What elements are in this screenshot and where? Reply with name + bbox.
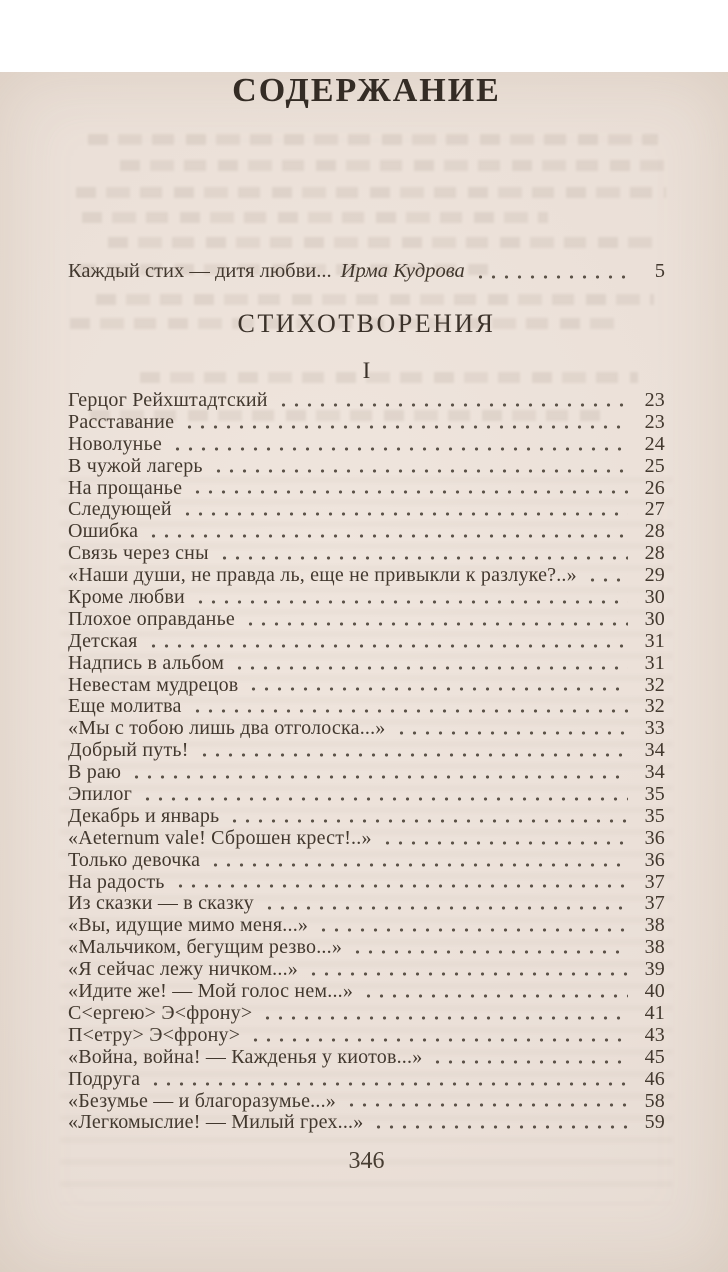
front-matter-author: Ирма Кудрова xyxy=(340,260,465,282)
toc-entry-page-number: 32 xyxy=(644,673,665,696)
dot-leader xyxy=(317,919,628,933)
toc-entry xyxy=(68,849,665,871)
toc-entry-page-number: 32 xyxy=(644,695,665,718)
toc-entry-title: Расставание xyxy=(68,410,175,433)
toc-list xyxy=(68,389,665,1133)
toc-entry-page-number: 36 xyxy=(644,848,665,871)
toc-entry-title: Ошибка xyxy=(68,520,139,543)
dot-leader xyxy=(147,525,628,539)
toc-entry-page-number: 28 xyxy=(644,520,665,543)
toc-entry-page-number: 38 xyxy=(644,936,665,959)
dot-leader xyxy=(191,481,628,495)
toc-entry-page-number: 34 xyxy=(644,761,665,784)
dot-leader xyxy=(198,744,628,758)
toc-entry-title: Новолунье xyxy=(68,432,162,455)
dot-leader xyxy=(212,460,628,474)
toc-entry xyxy=(68,761,665,783)
toc-entry-page-number: 58 xyxy=(644,1089,665,1112)
toc-entry xyxy=(68,477,665,499)
toc-entry-title: Подруга xyxy=(68,1067,141,1090)
toc-entry xyxy=(68,805,665,827)
toc-entry xyxy=(68,1090,665,1112)
toc-entry xyxy=(68,695,665,717)
dot-leader xyxy=(174,875,628,889)
toc-entry-page-number: 37 xyxy=(644,892,665,915)
dot-leader xyxy=(233,657,628,671)
toc-entry-page-number: 35 xyxy=(644,804,665,827)
dot-leader xyxy=(147,635,628,649)
toc-entry-title: Только девочка xyxy=(68,848,201,871)
dot-leader xyxy=(209,854,628,868)
dot-leader xyxy=(244,613,628,627)
dot-leader xyxy=(191,700,628,714)
toc-entry-page-number: 31 xyxy=(644,629,665,652)
toc-entry-title: Эпилог xyxy=(68,783,132,806)
front-matter-entry xyxy=(68,260,665,283)
toc-entry-title: «Мы с тобою лишь два отголоска...» xyxy=(68,717,386,740)
toc-entry-title: Невестам мудрецов xyxy=(68,673,239,696)
book-page xyxy=(0,72,728,1272)
dot-leader xyxy=(586,569,628,583)
toc-entry xyxy=(68,1024,665,1046)
toc-entry-title: П<етру> Э<фрону> xyxy=(68,1023,241,1046)
toc-entry xyxy=(68,652,665,674)
dot-leader xyxy=(181,503,628,517)
toc-entry-title: Добрый путь! xyxy=(68,739,189,762)
dot-leader xyxy=(171,438,628,452)
toc-entry xyxy=(68,411,665,433)
toc-entry xyxy=(68,1002,665,1024)
dot-leader xyxy=(247,678,628,692)
dot-leader xyxy=(218,547,628,561)
toc-entry-title: «Легкомыслие! — Милый грех...» xyxy=(68,1111,364,1134)
toc-entry xyxy=(68,674,665,696)
toc-entry-title: Кроме любви xyxy=(68,586,185,609)
toc-entry-page-number: 33 xyxy=(644,717,665,740)
toc-entry-title: «Мальчиком, бегущим резво...» xyxy=(68,936,343,959)
dot-leader xyxy=(263,897,628,911)
toc-entry-title: «Наши души, не правда ль, еще не привыкли к разлуке?..» xyxy=(68,564,577,587)
toc-entry-page-number: 40 xyxy=(644,980,665,1003)
toc-entry-title: Детская xyxy=(68,629,138,652)
toc-entry xyxy=(68,717,665,739)
toc-entry xyxy=(68,914,665,936)
toc-entry-title: Еще молитва xyxy=(68,695,182,718)
toc-entry-title: «Идите же! — Мой голос нем...» xyxy=(68,980,354,1003)
toc-entry-title: Декабрь и январь xyxy=(68,804,220,827)
toc-entry-page-number: 45 xyxy=(644,1045,665,1068)
dot-leader xyxy=(474,266,628,280)
toc-entry xyxy=(68,958,665,980)
toc-entry-page-number: 26 xyxy=(644,476,665,499)
dot-leader xyxy=(261,1007,628,1021)
toc-entry-page-number: 46 xyxy=(644,1067,665,1090)
dot-leader xyxy=(345,1094,628,1108)
toc-entry-page-number: 37 xyxy=(644,870,665,893)
dot-leader xyxy=(372,1116,628,1130)
toc-entry xyxy=(68,389,665,411)
toc-entry-page-number: 25 xyxy=(644,454,665,477)
toc-entry xyxy=(68,455,665,477)
toc-entry-page-number: 30 xyxy=(644,586,665,609)
toc-entry-title: Из сказки — в сказку xyxy=(68,892,254,915)
toc-entry xyxy=(68,498,665,520)
front-matter-page-number: 5 xyxy=(654,260,665,282)
toc-entry-page-number: 59 xyxy=(644,1111,665,1134)
toc-entry-title: «Война, война! — Кажденья у киотов...» xyxy=(68,1045,423,1068)
toc-entry xyxy=(68,1111,665,1133)
toc-entry xyxy=(68,1068,665,1090)
dot-leader xyxy=(194,591,628,605)
dot-leader xyxy=(381,832,628,846)
toc-entry xyxy=(68,630,665,652)
toc-entry-title: «Aeternum vale! Сброшен крест!..» xyxy=(68,826,372,849)
toc-entry xyxy=(68,980,665,1002)
toc-entry-page-number: 39 xyxy=(644,958,665,981)
toc-entry xyxy=(68,433,665,455)
dot-leader xyxy=(149,1073,628,1087)
section-heading: СТИХОТВОРЕНИЯ xyxy=(237,309,496,338)
toc-entry xyxy=(68,892,665,914)
toc-entry-title: Связь через сны xyxy=(68,542,209,565)
toc-entry-title: Надпись в альбом xyxy=(68,651,225,674)
toc-entry xyxy=(68,608,665,630)
toc-entry-title: «Безумье — и благоразумье...» xyxy=(68,1089,336,1112)
toc-entry-page-number: 23 xyxy=(644,410,665,433)
dot-leader xyxy=(362,985,628,999)
toc-entry-title: На прощанье xyxy=(68,476,183,499)
toc-entry-title: Герцог Рейхштадтский xyxy=(68,389,268,411)
toc-entry xyxy=(68,739,665,761)
toc-entry-page-number: 41 xyxy=(644,1001,665,1024)
dot-leader xyxy=(228,810,628,824)
toc-entry-page-number: 43 xyxy=(644,1023,665,1046)
toc-entry-page-number: 35 xyxy=(644,783,665,806)
toc-entry-page-number: 30 xyxy=(644,607,665,630)
toc-entry-title: Плохое оправданье xyxy=(68,607,235,630)
toc-entry-page-number: 24 xyxy=(644,432,665,455)
toc-entry xyxy=(68,936,665,958)
folio-page-number: 346 xyxy=(348,1148,385,1175)
front-matter-title: Каждый стих — дитя любви... xyxy=(68,260,332,282)
toc-entry xyxy=(68,586,665,608)
dot-leader xyxy=(277,394,628,408)
toc-entry-title: В раю xyxy=(68,761,122,784)
toc-entry xyxy=(68,542,665,564)
toc-entry-title: С<ергею> Э<фрону> xyxy=(68,1001,253,1024)
toc-entry-title: Следующей xyxy=(68,498,172,521)
toc-entry xyxy=(68,1046,665,1068)
dot-leader xyxy=(307,963,628,977)
toc-entry xyxy=(68,564,665,586)
toc-entry-page-number: 29 xyxy=(644,564,665,587)
toc-entry-title: На радость xyxy=(68,870,165,893)
toc-entry xyxy=(68,871,665,893)
toc-entry-page-number: 27 xyxy=(644,498,665,521)
dot-leader xyxy=(431,1051,628,1065)
toc-entry xyxy=(68,827,665,849)
toc-entry xyxy=(68,520,665,542)
dot-leader xyxy=(130,766,628,780)
toc-entry-page-number: 34 xyxy=(644,739,665,762)
dot-leader xyxy=(141,788,628,802)
dot-leader xyxy=(395,722,629,736)
dot-leader xyxy=(249,1029,628,1043)
toc-entry-page-number: 31 xyxy=(644,651,665,674)
dot-leader xyxy=(183,416,628,430)
page-title: СОДЕРЖАНИЕ xyxy=(232,72,501,109)
toc-entry xyxy=(68,783,665,805)
dot-leader xyxy=(351,941,628,955)
toc-entry-page-number: 28 xyxy=(644,542,665,565)
toc-entry-page-number: 23 xyxy=(644,389,665,411)
toc-entry-title: «Вы, идущие мимо меня...» xyxy=(68,914,309,937)
toc-entry-title: В чужой лагерь xyxy=(68,454,203,477)
toc-entry-title: «Я сейчас лежу ничком...» xyxy=(68,958,298,981)
toc-entry-page-number: 38 xyxy=(644,914,665,937)
part-numeral: I xyxy=(362,358,371,383)
toc-entry-page-number: 36 xyxy=(644,826,665,849)
